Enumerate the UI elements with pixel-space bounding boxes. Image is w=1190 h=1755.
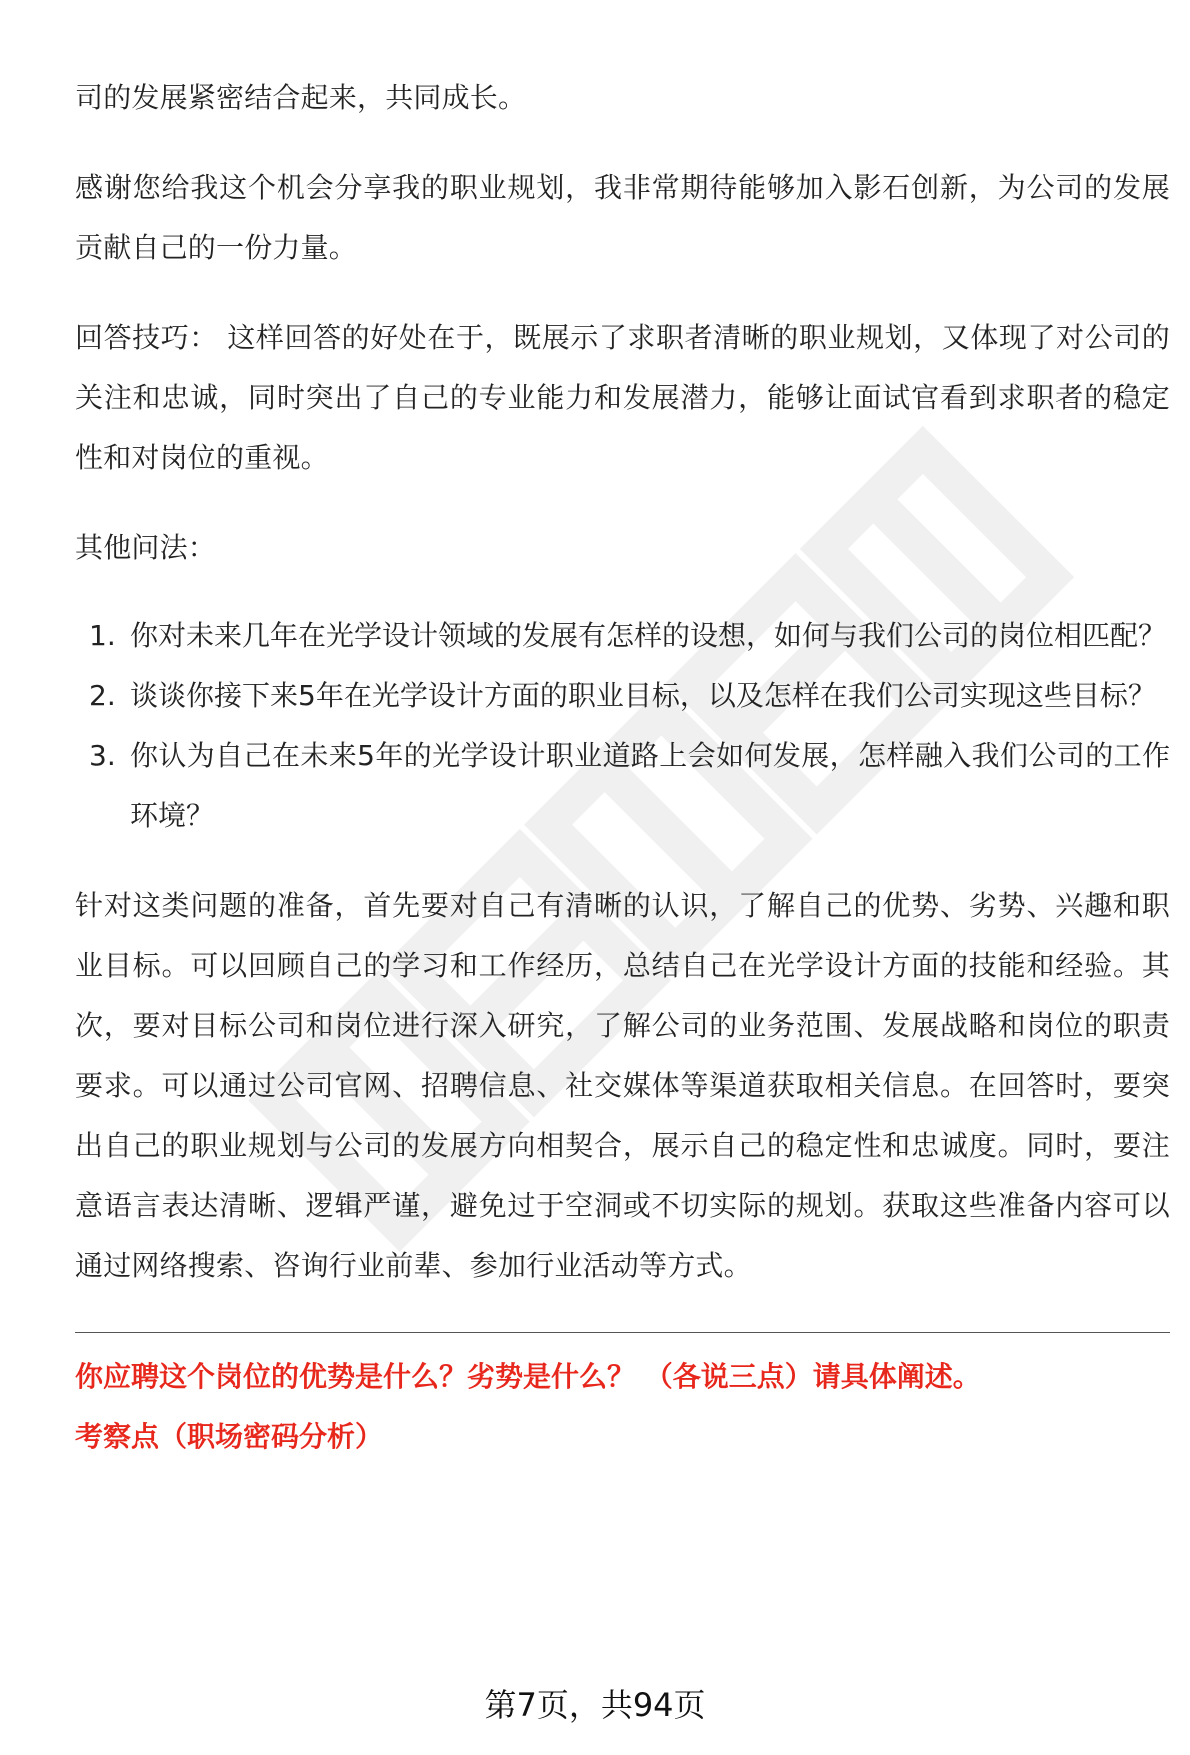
list-item-number: 1. [89,619,116,652]
list-item-text: 谈谈你接下来5年在光学设计方面的职业目标，以及怎样在我们公司实现这些目标？ [130,679,1156,712]
list-item [75,606,1170,666]
list-item-text: 你认为自己在未来5年的光学设计职业道路上会如何发展，怎样融入我们公司的工作环境？ [130,739,1170,832]
page-number-footer: 第7页，共94页 [484,1686,706,1724]
paragraph-continuation: 司的发展紧密结合起来，共同成长。 [75,81,527,114]
paragraph-thanks: 感谢您给我这个机会分享我的职业规划，我非常期待能够加入影石创新，为公司的发展贡献自己的一份力量。 [75,171,1170,264]
other-questions-list [75,606,1170,846]
next-question-title: 你应聘这个岗位的优势是什么？劣势是什么？ （各说三点）请具体阐述。 [75,1360,981,1393]
paragraph-answer-tips: 回答技巧： 这样回答的好处在于，既展示了求职者清晰的职业规划，又体现了对公司的关注和忠诚，同时突出了自己的专业能力和发展潜力，能够让面试官看到求职者的稳定性和对岗位的重视。 [75,321,1170,474]
other-questions-label: 其他问法： [75,531,217,564]
next-question-subtitle: 考察点（职场密码分析） [75,1420,384,1453]
list-item [75,666,1170,726]
section-divider [75,1332,1170,1333]
main-content [75,68,1170,1467]
list-item-number: 2. [89,679,116,712]
paragraph-preparation: 针对这类问题的准备，首先要对自己有清晰的认识，了解自己的优势、劣势、兴趣和职业目标。可以回顾自己的学习和工作经历，总结自己在光学设计方面的技能和经验。其次，要对目标公司和岗位进行深入研究，了解公司的业务范围、发展战略和岗位的职责要求。可以通过公司官网、招聘信息、社交媒体等渠道获取相关信息。在回答时，要突出自己的职业规划与公司的发展方向相契合，展示自己的稳定性和忠诚度。同时，要注意语言表达清晰、逻辑严谨，避免过于空洞或不切实际的规划。获取这些准备内容可以通过网络搜索、咨询行业前辈、参加行业活动等方式。 [75,889,1170,1282]
list-item-text: 你对未来几年在光学设计领域的发展有怎样的设想，如何与我们公司的岗位相匹配？ [130,619,1167,652]
list-item [75,726,1170,846]
list-item-number: 3. [89,739,116,772]
